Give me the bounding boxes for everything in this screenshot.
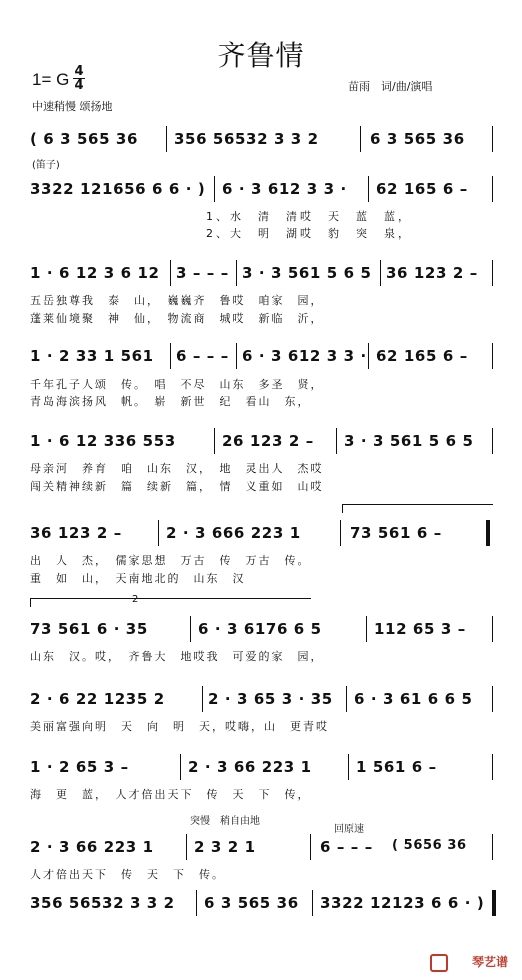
lyric-line: 人才倍出天下 传 天 下 传。 (30, 868, 225, 881)
bar-line (348, 754, 349, 780)
brand-logo-icon (430, 954, 448, 972)
bar-line (214, 428, 215, 454)
bar-line (368, 176, 369, 202)
measure: 2 · 6 22 1235 2 (30, 690, 165, 708)
lyric-line: 2、大 明 湖哎 豹 突 泉， (206, 227, 412, 240)
meter-top: 4 (74, 64, 84, 79)
lyric-line: 美丽富强向明 天 向 明 天，哎嗨，山 更青哎 (30, 720, 329, 733)
bar-line (346, 686, 347, 712)
volta-bracket-1 (342, 504, 493, 513)
bar-line (180, 754, 181, 780)
bar-line (236, 260, 237, 286)
bar-line (336, 428, 337, 454)
measure: 73 561 6 – (350, 524, 442, 542)
bar-line (366, 616, 367, 642)
measure: 36 123 2 – (30, 524, 122, 542)
bar-line (360, 126, 361, 152)
measure: 26 123 2 – (222, 432, 314, 450)
bar-line (340, 520, 341, 546)
bar-line (170, 343, 171, 369)
volta-label: 2 (132, 594, 139, 605)
bar-line (492, 260, 493, 286)
measure: 1 · 6 12 336 553 (30, 432, 176, 450)
measure: 3322 12123 6 6 · ) (320, 894, 485, 912)
bar-line (186, 834, 187, 860)
bar-line (170, 260, 171, 286)
score-row-2 (30, 176, 496, 206)
bar-line (368, 343, 369, 369)
measure: 6 · 3 6176 6 5 (198, 620, 322, 638)
bar-line (492, 428, 493, 454)
bar-line (492, 343, 493, 369)
score-row-11 (30, 890, 496, 920)
measure: 112 65 3 – (374, 620, 466, 638)
bar-line (492, 686, 493, 712)
time-signature (72, 65, 86, 92)
key-signature: 1= G (32, 70, 70, 89)
lyric-line: 出 人 杰， 儒家思想 万古 传 万古 传。 (30, 554, 311, 567)
lyric-line: 蓬莱仙境聚 神 仙， 物流商 城哎 新临 沂， (30, 312, 324, 325)
measure: 6 3 565 36 (370, 130, 465, 148)
measure: 6 3 565 36 (204, 894, 299, 912)
score-row-3 (30, 260, 496, 290)
return-tempo-marking: 回原速 (334, 824, 364, 835)
measure: 1 · 2 65 3 – (30, 758, 129, 776)
measure: 62 165 6 – (376, 180, 468, 198)
bar-line (166, 126, 167, 152)
lyric-line: 重 如 山， 天南地北的 山东 汉 (30, 572, 246, 585)
measure: 36 123 2 – (386, 264, 478, 282)
volta-bracket-2 (30, 598, 311, 607)
measure: 1 · 2 33 1 561 (30, 347, 154, 365)
lyric-line: 青岛海滨扬风 帆。 崭 新世 纪 看山 东， (30, 395, 311, 408)
measure: 6 – – – (320, 838, 373, 856)
bar-line (196, 890, 197, 916)
measure: 6 – – – (176, 347, 229, 365)
bar-line (492, 616, 493, 642)
bar-line (492, 176, 493, 202)
measure: 62 165 6 – (376, 347, 468, 365)
bar-line (312, 890, 313, 916)
measure: 3 · 3 561 5 6 5 (242, 264, 372, 282)
score-row-7 (30, 616, 496, 646)
bar-line (492, 834, 493, 860)
repeat-end-bar (486, 520, 490, 546)
lyric-line: 母亲河 养育 咱 山东 汉， 地 灵出人 杰哎 (30, 462, 324, 475)
bar-line (158, 520, 159, 546)
measure: 2 · 3 66 223 1 (188, 758, 312, 776)
bar-line (310, 834, 311, 860)
bar-line (190, 616, 191, 642)
bar-line (236, 343, 237, 369)
lyric-line: 千年孔子人颂 传。 唱 不尽 山东 多圣 贤， (30, 378, 324, 391)
measure: 356 56532 3 3 2 (174, 130, 319, 148)
score-row-6 (30, 520, 496, 550)
lyric-line: 海 更 蓝， 人才倍出天下 传 天 下 传， (30, 788, 311, 801)
instrument-note: (笛子) (32, 160, 60, 171)
measure: 356 56532 3 3 2 (30, 894, 175, 912)
lyric-line: 1、水 清 清哎 天 蓝 蓝， (206, 210, 412, 223)
measure: ( 5656 36 (392, 838, 467, 853)
measure: 1 561 6 – (356, 758, 437, 776)
measure: 2 · 3 666 223 1 (166, 524, 301, 542)
author-credit: 苗雨 词/曲/演唱 (348, 80, 433, 93)
score-row-8 (30, 686, 496, 716)
measure: 2 3 2 1 (194, 838, 256, 856)
measure: 6 · 3 612 3 3 · (222, 180, 347, 198)
slow-down-marking: 突慢 稍自由地 (190, 816, 260, 827)
bar-line (492, 126, 493, 152)
measure: 6 · 3 612 3 3 · (242, 347, 367, 365)
measure: 1 · 6 12 3 6 12 (30, 264, 160, 282)
measure: ( 6 3 565 36 (30, 130, 139, 148)
lyric-line: 山东 汉。哎， 齐鲁大 地哎我 可爱的家 园， (30, 650, 324, 663)
measure: 3 · 3 561 5 6 5 (344, 432, 474, 450)
song-title: 齐鲁情 (217, 39, 305, 72)
measure: 2 · 3 65 3 · 35 (208, 690, 333, 708)
lyric-line: 闯关精神续新 篇 续新 篇， 情 义重如 山哎 (30, 480, 324, 493)
bar-line (202, 686, 203, 712)
brand-logo-text: 琴艺谱 (471, 955, 508, 969)
score-row-9 (30, 754, 496, 784)
measure: 6 · 3 61 6 6 5 (354, 690, 473, 708)
lyric-line: 五岳独尊我 泰 山， 巍巍齐 鲁哎 咱家 园， (30, 294, 324, 307)
bar-line (492, 754, 493, 780)
score-row-1 (30, 126, 496, 156)
score-row-10 (30, 834, 496, 864)
final-bar (492, 890, 496, 916)
bar-line (214, 176, 215, 202)
measure: 3322 121656 6 6 · ) (30, 180, 206, 198)
score-row-4 (30, 343, 496, 373)
bar-line (380, 260, 381, 286)
measure: 73 561 6 · 35 (30, 620, 148, 638)
measure: 3 – – – (176, 264, 229, 282)
measure: 2 · 3 66 223 1 (30, 838, 154, 856)
meter-bottom: 4 (74, 78, 84, 93)
score-row-5 (30, 428, 496, 458)
tempo-marking: 中速稍慢 颂扬地 (32, 100, 113, 113)
